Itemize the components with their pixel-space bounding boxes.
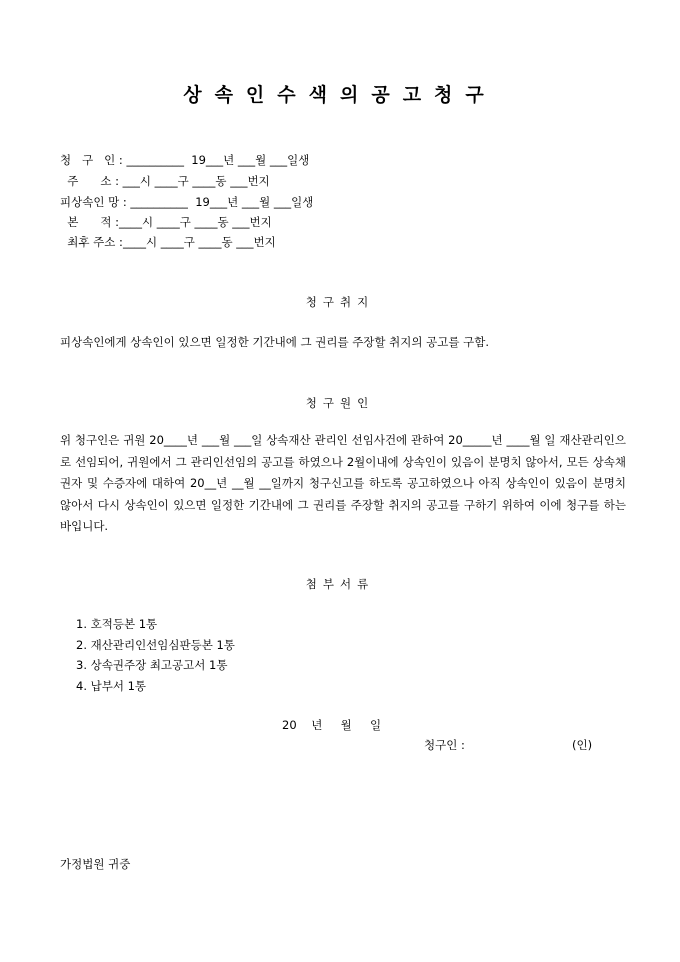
field-value: ___시 ____구 ____동 ___번지 [122,174,270,188]
signature-label: 청구인 : [424,738,465,752]
field-value: __________ 19___년 ___월 ___일생 [126,153,310,167]
field-value: __________ 19___년 ___월 ___일생 [130,195,314,209]
purpose-heading: 청구취지 [305,295,375,309]
date-line: 20 년 월 일 [282,718,382,732]
field-address [60,171,270,191]
field-label: 본 적 : [60,215,119,229]
field-label: 최후 주소 : [60,235,123,249]
attachment-item: 2. 재산관리인선임심판등본 1통 [76,638,235,652]
addressee: 가정법원 귀중 [60,857,131,871]
purpose-text: 피상속인에게 상속인이 있으면 일정한 기간내에 그 권리를 주장할 취지의 공고를 구함. [60,335,490,349]
field-value: ____시 ____구 ____동 ___번지 [122,235,276,249]
field-decedent [60,192,313,212]
field-last-address [60,232,276,252]
field-registered-domicile [60,212,272,232]
attachment-item: 3. 상속권주장 최고공고서 1통 [76,658,228,672]
document-title: 상속인수색의공고청구 [183,84,497,106]
attachment-item: 4. 납부서 1통 [76,679,147,693]
field-claimant [60,150,309,170]
cause-text: 위 청구인은 귀원 20____년 ___월 ___일 상속재산 관리인 선임사건에 관하여 20_____년 ____월 일 재산관리인으로 선임되어, 귀원에서 그 관리인선임의 공고를 하였으나 2월이내에 상속인이 있음이 분명치 않아서, 모든 상속채권자 및 수증자에 대하여 20__년 __월 __일까지 청구신고를 하도록 공고하였으나 아직 상속인이 있음이 분명치 않아서 다시 상속인이 있으면 일정한 기간내에 그 권리를 주장할 취지의 공고를 구하기 위하여 이에 청구를 하는 바입니다. [60,433,626,533]
field-label: 주 소 : [60,174,123,188]
field-label: 청 구 인 : [60,153,127,167]
field-value: ____시 ____구 ____동 ___번지 [119,215,272,229]
field-label: 피상속인 망 : [60,195,131,209]
cause-heading: 청구원인 [305,396,375,410]
attachments-heading: 첨부서류 [305,577,375,591]
seal-mark: (인) [572,738,593,752]
attachment-item: 1. 호적등본 1통 [76,617,158,631]
